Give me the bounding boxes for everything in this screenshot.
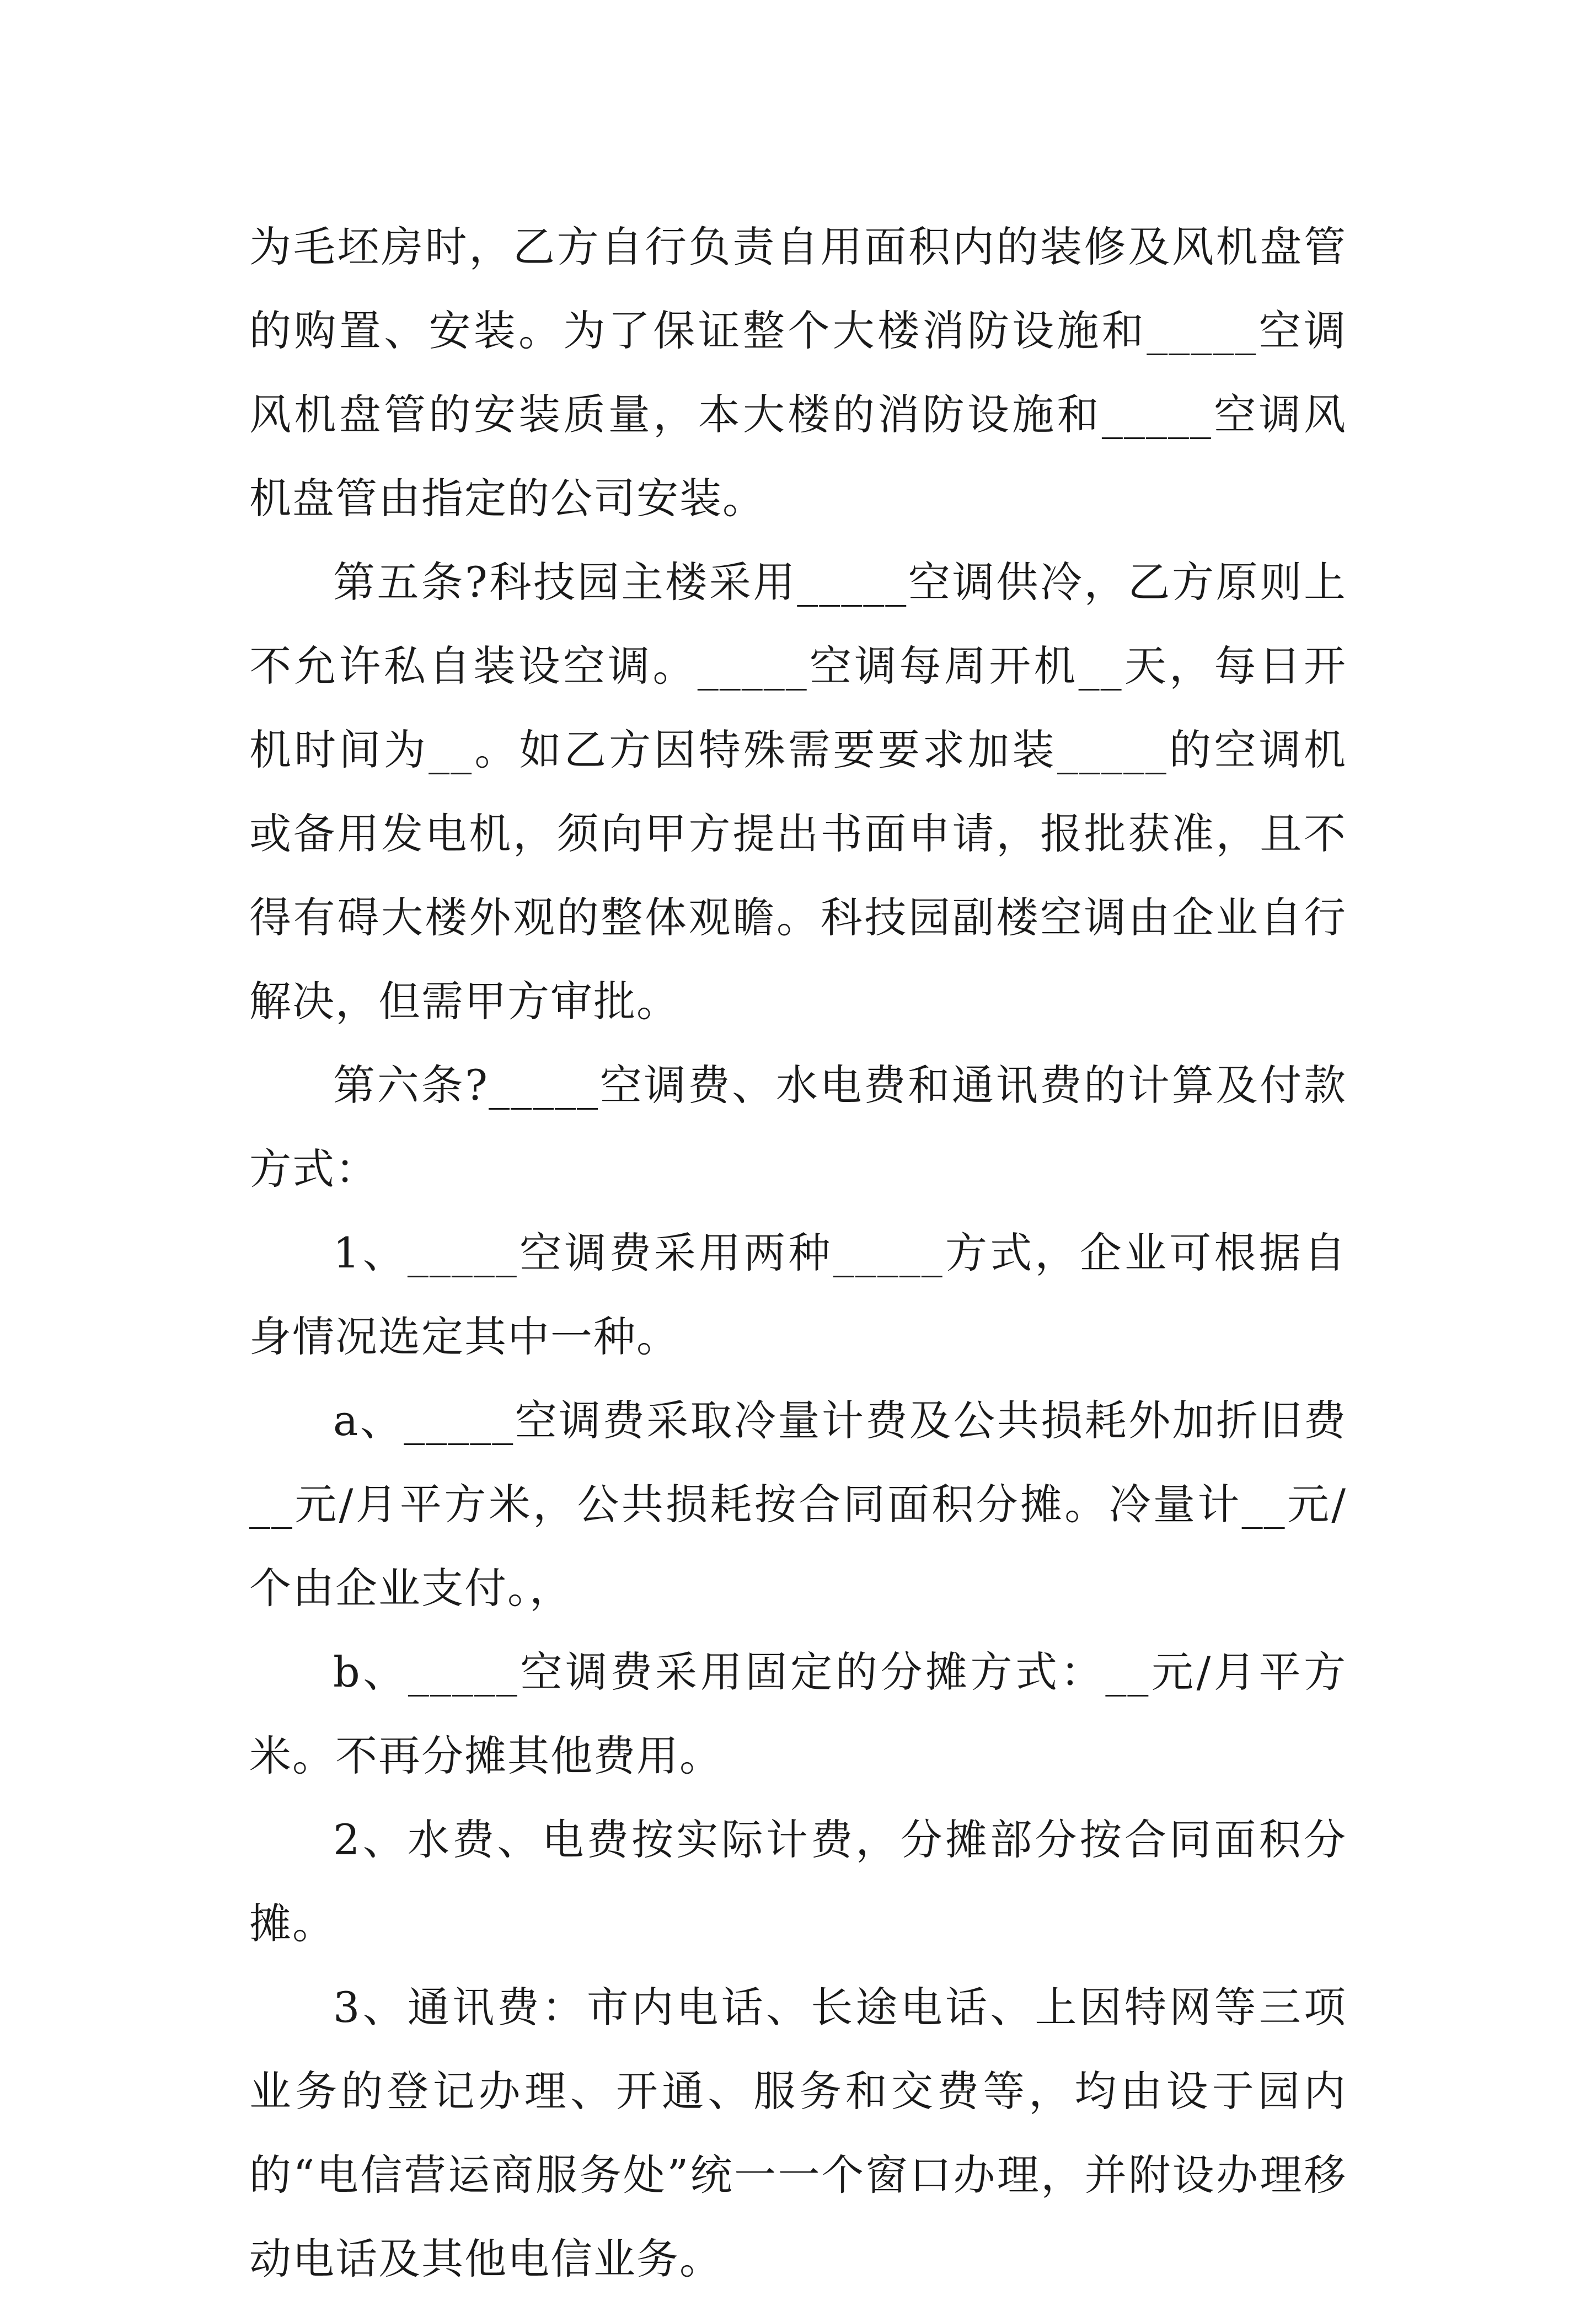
- paragraph-article-5: 第五条?科技园主楼采用_____空调供冷，乙方原则上不允许私自装设空调。_____空调每周开机__天，每日开机时间为__。如乙方因特殊需要要求加装_____的空调机或备用发电机，须向甲方提出书面申请，报批获准，且不得有碍大楼外观的整体观瞻。科技园副楼空调由企业自行解决，但需甲方审批。: [249, 558, 1347, 1026]
- paragraph-item-a: a、_____空调费采取冷量计费及公共损耗外加折旧费__元/月平方米，公共损耗按合同面积分摊。冷量计__元/个由企业支付。，: [249, 1396, 1347, 1613]
- paragraph-item-1: 1、_____空调费采用两种_____方式，企业可根据自身情况选定其中一种。: [249, 1228, 1347, 1361]
- paragraph-item-3: 3、通讯费：市内电话、长途电话、上因特网等三项业务的登记办理、开通、服务和交费等，均由设于园内的“电信营运商服务处”统一一个窗口办理，并附设办理移动电话及其他电信业务。: [249, 1983, 1347, 2283]
- paragraph-article-6: 第六条?_____空调费、水电费和通讯费的计算及付款方式：: [249, 1061, 1347, 1194]
- paragraph-item-2: 2、水费、电费按实际计费，分摊部分按合同面积分摊。: [249, 1815, 1347, 1948]
- paragraph-item-b: b、_____空调费采用固定的分摊方式：__元/月平方米。不再分摊其他费用。: [249, 1647, 1347, 1780]
- paragraph-continuation: 为毛坯房时，乙方自行负责自用面积内的装修及风机盘管的购置、安装。为了保证整个大楼消防设施和_____空调风机盘管的安装质量，本大楼的消防设施和_____空调风机盘管由指定的公司安装。: [249, 222, 1347, 523]
- document-body: [249, 205, 1347, 2301]
